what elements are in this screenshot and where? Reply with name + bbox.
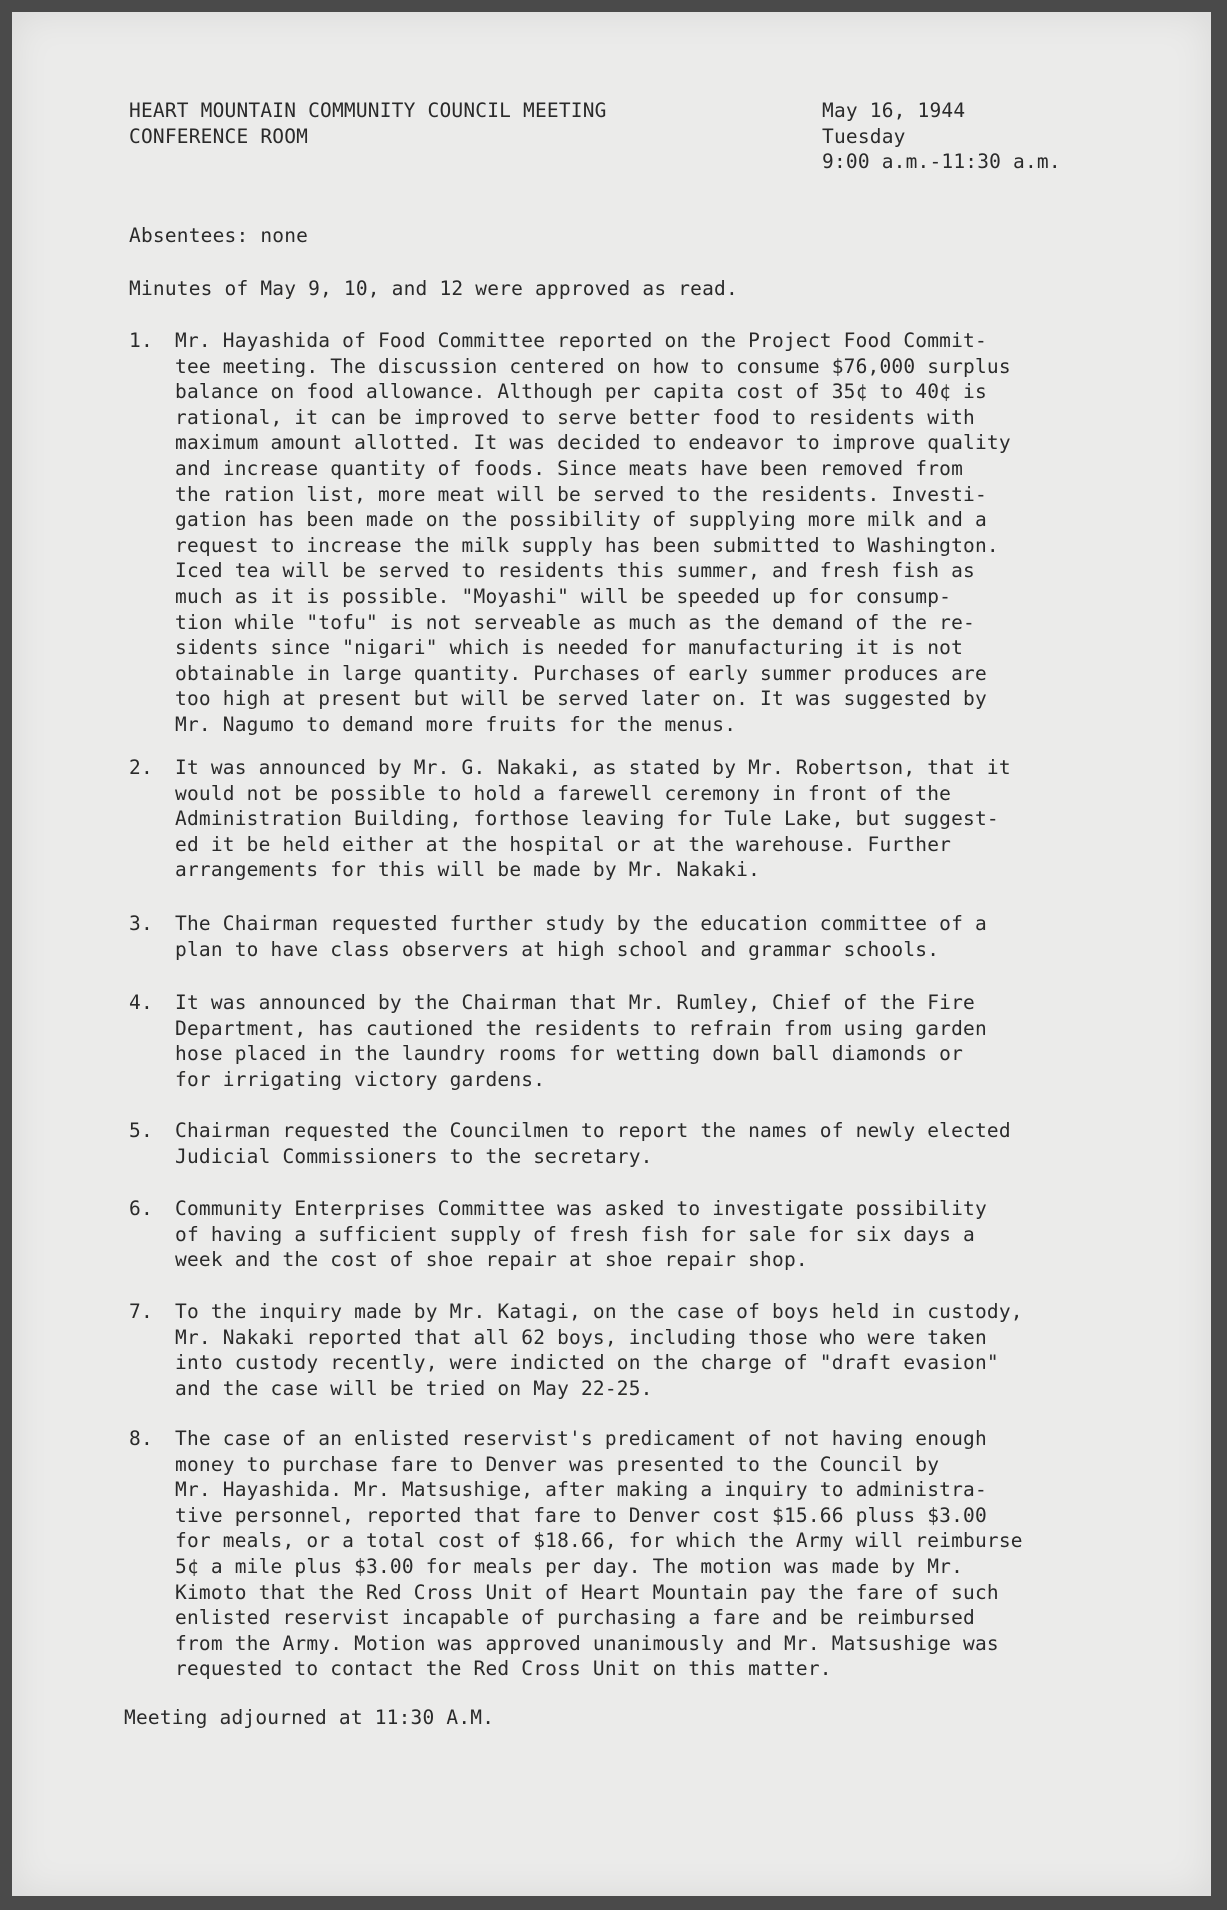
- item-number: 1.: [129, 329, 153, 352]
- item-text-line: Mr. Hayashida. Mr. Matsushige, after making a inquiry to administra-: [175, 1478, 987, 1502]
- item-text-line: from the Army. Motion was approved unanimously and Mr. Matsushige was: [175, 1631, 999, 1655]
- item-text-line: tive personnel, reported that fare to Denver cost $15.66 pluss $3.00: [175, 1503, 987, 1527]
- item-body: [175, 1299, 1023, 1401]
- item-text-line: would not be possible to hold a farewell ceremony in front of the: [175, 781, 952, 805]
- item-number: 2.: [129, 756, 153, 779]
- item-text-line: Chairman requested the Councilmen to report the names of newly elected: [175, 1119, 1011, 1142]
- item-text-line: for irrigating victory gardens.: [175, 1067, 546, 1091]
- item-text-line: To the inquiry made by Mr. Katagi, on the case of boys held in custody,: [175, 1300, 1023, 1323]
- item-text-line: request to increase the milk supply has been submitted to Washington.: [175, 533, 999, 557]
- item-text-line: obtainable in large quantity. Purchases of early summer produces are: [175, 661, 987, 685]
- meeting-day: Tuesday: [822, 124, 906, 148]
- item-text-line: Department, has cautioned the residents to refrain from using garden: [175, 1016, 987, 1040]
- item-text-line: of having a sufficient supply of fresh fish for sale for six days a: [175, 1222, 975, 1246]
- item-text-line: Community Enterprises Committee was asked to investigate possibility: [175, 1197, 987, 1220]
- item-text-line: Mr. Hayashida of Food Committee reported on the Project Food Commit-: [175, 329, 987, 352]
- item-body: [175, 911, 987, 962]
- item-text-line: It was announced by Mr. G. Nakaki, as stated by Mr. Robertson, that it: [175, 756, 1011, 779]
- item-number: 8.: [129, 1427, 153, 1450]
- item-text-line: balance on food allowance. Although per capita cost of 35¢ to 40¢ is: [175, 380, 987, 404]
- item-text-line: tee meeting. The discussion centered on how to consume $76,000 surplus: [175, 354, 1011, 378]
- meeting-time: 9:00 a.m.-11:30 a.m.: [822, 150, 1061, 174]
- item-text-line: enlisted reservist incapable of purchasing a fare and be reimbursed: [175, 1606, 975, 1630]
- meeting-minutes: [12, 12, 1211, 1896]
- meeting-header: [129, 98, 607, 149]
- adjournment-line: Meeting adjourned at 11:30 A.M.: [124, 1706, 495, 1729]
- meeting-location: CONFERENCE ROOM: [129, 124, 309, 148]
- item-text-line: and increase quantity of foods. Since meats have been removed from: [175, 456, 964, 480]
- item-number: 4.: [129, 991, 153, 1014]
- item-body: [175, 990, 987, 1092]
- meeting-date: May 16, 1944: [822, 99, 966, 122]
- item-text-line: much as it is possible. "Moyashi" will be speeded up for consump-: [175, 584, 952, 608]
- item-text-line: week and the cost of shoe repair at shoe repair shop.: [175, 1248, 808, 1272]
- item-text-line: Kimoto that the Red Cross Unit of Heart Mountain pay the fare of such: [175, 1580, 999, 1604]
- item-text-line: rational, it can be improved to serve better food to residents with: [175, 405, 975, 429]
- document-page: [12, 12, 1211, 1896]
- item-number: 3.: [129, 912, 153, 935]
- item-text-line: tion while "tofu" is not serveable as much as the demand of the re-: [175, 610, 975, 634]
- item-text-line: maximum amount allotted. It was decided to endeavor to improve quality: [175, 431, 1011, 455]
- meeting-date-block: [822, 98, 1061, 175]
- item-body: [175, 328, 1011, 738]
- item-text-line: into custody recently, were indicted on the charge of "draft evasion": [175, 1351, 999, 1375]
- item-text-line: Mr. Nagumo to demand more fruits for the menus.: [175, 712, 737, 736]
- item-text-line: for meals, or a total cost of $18.66, for which the Army will reimburse: [175, 1529, 1023, 1553]
- item-text-line: plan to have class observers at high school and grammar schools.: [175, 937, 940, 961]
- item-text-line: requested to contact the Red Cross Unit on this matter.: [175, 1657, 832, 1681]
- item-text-line: ed it be held either at the hospital or at the warehouse. Further: [175, 832, 952, 856]
- item-text-line: arrangements for this will be made by Mr. Nakaki.: [175, 858, 761, 882]
- item-text-line: Judicial Commissioners to the secretary.: [175, 1144, 653, 1168]
- item-body: [175, 1196, 987, 1273]
- item-text-line: and the case will be tried on May 22-25.: [175, 1376, 653, 1400]
- item-text-line: the ration list, more meat will be served to the residents. Investi-: [175, 482, 987, 506]
- item-number: 5.: [129, 1119, 153, 1142]
- item-body: [175, 755, 1011, 883]
- item-text-line: hose placed in the laundry rooms for wetting down ball diamonds or: [175, 1042, 964, 1066]
- item-text-line: Mr. Nakaki reported that all 62 boys, including those who were taken: [175, 1325, 987, 1349]
- item-text-line: The case of an enlisted reservist's predicament of not having enough: [175, 1427, 987, 1450]
- item-text-line: sidents since "nigari" which is needed for manufacturing it is not: [175, 636, 964, 660]
- item-text-line: 5¢ a mile plus $3.00 for meals per day. The motion was made by Mr.: [175, 1554, 964, 1578]
- meeting-title: HEART MOUNTAIN COMMUNITY COUNCIL MEETING: [129, 99, 607, 122]
- item-text-line: The Chairman requested further study by the education committee of a: [175, 912, 987, 935]
- item-text-line: It was announced by the Chairman that Mr. Rumley, Chief of the Fire: [175, 991, 975, 1014]
- item-body: [175, 1426, 1023, 1682]
- item-text-line: money to purchase fare to Denver was presented to the Council by: [175, 1452, 940, 1476]
- item-text-line: too high at present but will be served later on. It was suggested by: [175, 687, 987, 711]
- item-number: 6.: [129, 1197, 153, 1220]
- absentees-line: Absentees: none: [129, 224, 309, 247]
- item-body: [175, 1118, 1011, 1169]
- item-text-line: Iced tea will be served to residents this summer, and fresh fish as: [175, 559, 975, 583]
- item-number: 7.: [129, 1300, 153, 1323]
- minutes-approval-line: Minutes of May 9, 10, and 12 were approved as read.: [129, 277, 738, 300]
- item-text-line: gation has been made on the possibility of supplying more milk and a: [175, 508, 987, 532]
- item-text-line: Administration Building, forthose leaving for Tule Lake, but suggest-: [175, 807, 999, 831]
